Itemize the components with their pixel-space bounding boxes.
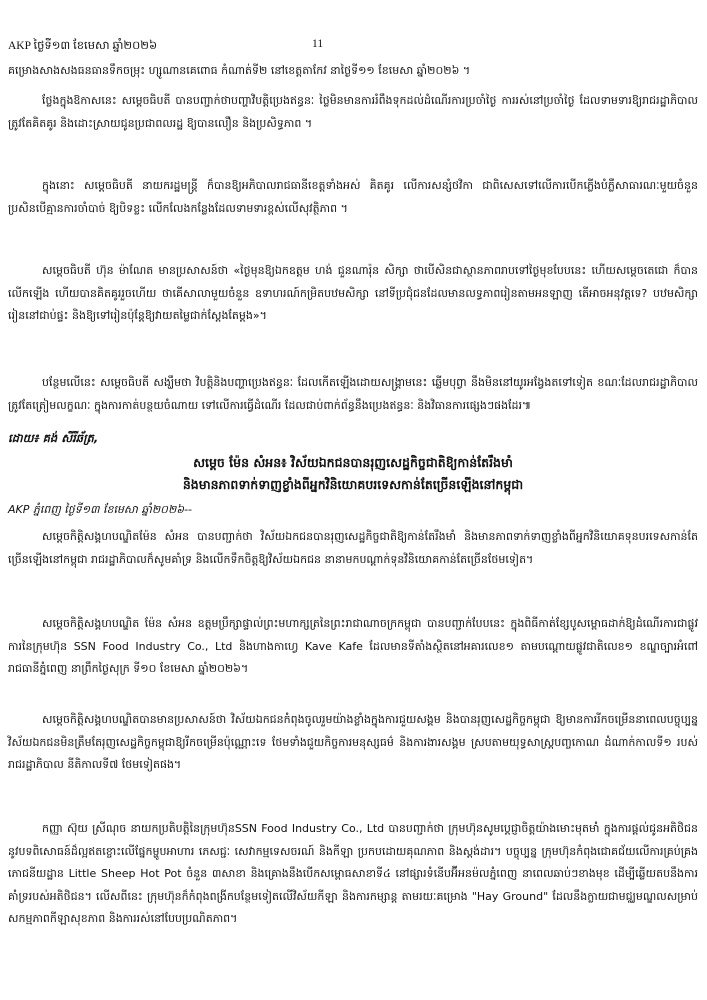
article2-paragraph: សម្តេចកិត្តិសង្គហបណ្ឌិតបានមានប្រសាសន៍ថា វិស័យឯកជនកំពុងចូលរួមយ៉ាងខ្លាំងក្នុងការជួយសង្គម និងបានរុញសេដ្ឋកិច្ចកម្ពុជា ឱ្យមានការរីកចម្រើននាពេលបច្ចុប្បន្ន វិស័យឯកជនមិនត្រឹមតែរុញសេដ្ឋកិច្ចកម្ពុជាឱ្យរីកចម្រើនប៉ុណ្ណោះទេ ថែមទាំងជួយកិច្ចការមនុស្សធម៌ និងការងារសង្គម ស្របតាមយុទ្ធសាស្ត្របញ្ចកោណ ដំណាក់កាលទី១ របស់រាជរដ្ឋាភិបាល នីតិកាលទី៧ ថែមទៀតផង។ <box>8 713 698 771</box>
article2-paragraph: សម្តេចកិត្តិសង្គហបណ្ឌិត ម៉ែន សំអន ឧត្តមប្រឹក្សាផ្ទាល់ព្រះមហាក្សត្រនៃព្រះរាជាណាចក្រកម្ពុជា បានបញ្ជាក់បែបនេះ ក្នុងពិធីកាត់ខ្សែបូសម្ពោធដាក់ឱ្យដំណើរការជាផ្លូវការនៃក្រុមហ៊ុន SSN Food Industry Co., Ltd និងហាងកាហ្វេ Kave Kafe ដែលមានទីតាំងស្ថិតនៅអគារលេខ១ តាមបណ្តោយផ្លូវជាតិលេខ១ ខណ្ឌច្បារអំពៅ រាជធានីភ្នំពេញ នាព្រឹកថ្ងៃសុក្រ ទី១០ ខែមេសា ឆ្នាំ២០២៦។ <box>8 617 698 675</box>
article2-paragraph: សម្តេចកិត្តិសង្គហបណ្ឌិតម៉ែន សំអន បានបញ្ជាក់ថា វិស័យឯកជនបានរុញសេដ្ឋកិច្ចជាតិឱ្យកាន់តែរឹងមាំ និងមានភាពទាក់ទាញខ្លាំងពីអ្នកវិនិយោគទុនបរទេសកាន់តែច្រើនឡើងនៅកម្ពុជា រាជរដ្ឋាភិបាលក៏សូមគាំទ្រ និងលើកទឹកចិត្តឱ្យវិស័យឯកជន នានាមកបណ្តាក់ទុនវិនិយោគកាន់តែច្រើនថែមទៀត។ <box>8 530 698 566</box>
headline-line-1: សម្តេច ម៉ែន សំអន៖ វិស័យឯកជនបានរុញសេដ្ឋកិច្ចជាតិឱ្យកាន់តែរឹងមាំ <box>193 455 513 470</box>
article1-paragraph: បន្ថែមលើនេះ សម្តេចធិបតី សង្ឃឹមថា វិបត្តិនិងបញ្ហាប្រេងឥន្ធនៈ ដែលកើតឡើងដោយសង្គ្រាមនេះ ឆ្លើមបុព្វា នឹងមិននៅយូរអង្វែងតទៅទៀត ខណៈដែលរាជរដ្ឋាភិបាល ត្រូវតែត្រៀមលក្ខណៈ ក្នុងការកាត់បន្ថយចំណាយ ទៅលើការធ្វើដំណើរ ដែលជាប់ពាក់ព័ន្ធនឹងប្រេងឥន្ធនៈ និងវិធានការផ្សេងៗផងដែរ៕ <box>8 376 698 412</box>
article1-byline: ដោយ៖ គង់ សីរីឆ័ត្រ, <box>8 431 99 445</box>
page-number: 11 <box>312 38 324 50</box>
header-dateline: AKP ថ្ងៃទី១៣ ខែមេសា ឆ្នាំ២០២៦ <box>8 40 158 52</box>
headline-line-2: និងមានភាពទាក់ទាញខ្លាំងពីអ្នកវិនិយោគបរទេសកាន់តែច្រើនឡើងនៅកម្ពុជា <box>182 477 524 492</box>
article2-paragraph: កញ្ញា ស៊ុយ ស្រីណុច នាយកប្រតិបត្តិនៃក្រុមហ៊ុនSSN Food Industry Co., Ltd បានបញ្ជាក់ថា ក្រុមហ៊ុនសូមប្តេជ្ញាចិត្តយ៉ាងមោះមុតមាំ ក្នុងការផ្តល់ជូនអតិថិជននូវបទពិសោធន៍ដ៏ល្អឥតខ្ចោះលើផ្នែកម្ហូបអាហារ ភេសជ្ជៈ សេវាកម្មទេសចរណ៍ និងកីឡា ប្រកបដោយគុណភាព និងស្តង់ដារ។ បច្ចុប្បន្ន ក្រុមហ៊ុនកំពុងជោគជ័យលើការគ្រប់គ្រងភោជនីយដ្ឋាន Little Sheep Hot Pot ចំនួន ៣សាខា និងគ្រោងនឹងបើកសម្ពោធសាខាទី៤ នៅផ្សារទំនើបអ៊ីអនម៉លភ្នំពេញ នាពេលឆាប់ៗខាងមុខ ដើម្បីឆ្លើយតបនឹងការគាំទ្ររបស់អតិថិជន។ លើសពីនេះ ក្រុមហ៊ុនក៏កំពុងពង្រីកបន្ថែមទៀតលើវិស័យកីឡា និងការកម្សាន្ត តាមរយៈគម្រោង "Hay Ground" ដែលនឹងក្លាយជាមជ្ឈមណ្ឌលសម្រាប់សកម្មភាពកីឡាសុខភាព និងការរស់នៅបែបប្រណិតភាព។ <box>8 822 698 925</box>
article2-dateline: AKP ភ្នំពេញ ថ្ងៃទី១៣ ខែមេសា ឆ្នាំ២០២៦-- <box>8 503 193 516</box>
page-header <box>8 38 324 55</box>
article1-paragraph: ថ្លែងក្នុងឱកាសនេះ សម្តេចធិបតី បានបញ្ជាក់ថាបញ្ហាវិបត្តិប្រេងឥន្ធនៈ ថ្លៃមិនមានការរំពឹងទុកដល់ដំណើរការប្រចាំថ្ងៃ ការរស់នៅប្រចាំថ្ងៃ ដែលទាមទារឱ្យរាជរដ្ឋាភិបាល ត្រូវតែគិតគូរ និងដោះស្រាយជូនប្រជាពលរដ្ឋ ឱ្យបានលឿន និងប្រសិទ្ធភាព ។ <box>8 94 698 130</box>
article1-paragraph: សម្តេចធិបតី ហ៊ុន ម៉ាណែត មានប្រសាសន៍ថា «ថ្ងៃមុនឱ្យឯកឧត្តម ហង់ ជួនណារ៉ុន សិក្សា ថាបើសិនជាស្ថានភាពរាបទៅថ្ងៃមុខបែបនេះ ហើយសម្តេចតេជោ ក៏បានលើកឡើង ហើយបានគិតគូររួចហើយ ថាគើសាលាមួយចំនួន ឧទាហរណ៍កម្រិតបឋមសិក្សា នៅទីប្រជុំជនដែលមានលទ្ធភាពរៀនតាមអនឡាញ តើអាចអនុវត្តទេ? បឋមសិក្សារៀននៅជាប់ផ្ទះ និងឱ្យទៅរៀនប៉ុន្តែឱ្យវាយតម្លៃជាក់ស្តែងតែម្តង»។ <box>8 264 698 322</box>
article1-paragraph: គម្រោងសាងសងធនធានទឹកចម្រុះ ហ្សូណានគេពោធ កំណាត់ទី២ នៅខេត្តតាកែវ នាថ្ងៃទី១១ ខែមេសា ឆ្នាំ២០២៦ ។ <box>8 64 471 77</box>
article2-headline <box>8 452 698 496</box>
document-page <box>8 0 698 1000</box>
article1-paragraph: ក្នុងនោះ សម្តេចធិបតី នាយករដ្ឋមន្ត្រី ក៏បានឱ្យអភិបាលរាជធានីខេត្តទាំងអស់ គិតគូរ លើការសន្សំថវិកា ជាពិសេសទៅលើការបើកភ្លើងបំភ្លឺសាធារណៈមួយចំនួន ប្រសិនបើគ្មានការចាំបាច់ ឱ្យបិទខ្លះ លើកលែងកន្លែងដែលទាមទារខ្ពស់លើសុវត្ថិភាព ។ <box>8 179 698 215</box>
